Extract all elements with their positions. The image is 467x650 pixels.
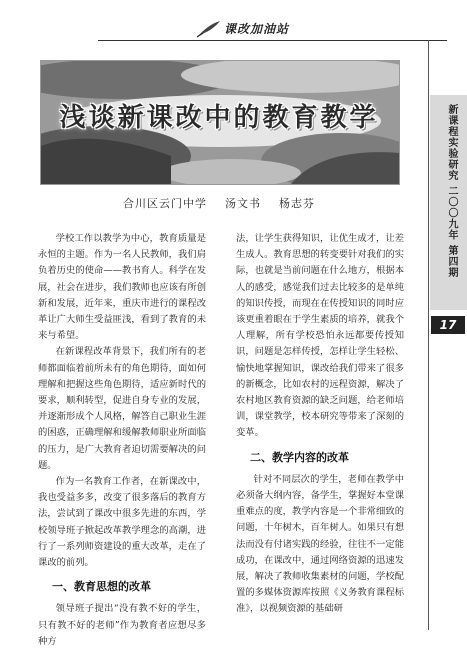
paragraph: 领导班子提出“没有教不好的学生，只有教不好的老师”作为教育者应想尽多种方: [38, 603, 206, 647]
column-name: 课改加油站: [224, 22, 290, 36]
article-title: 浅谈新课改中的教育教学: [59, 103, 379, 133]
paragraph: 作为一名教育工作者，在新课改中，我也受益多多，改变了很多落后的教育方法，尝试到了课改中很多先进的东西，学校领导班子掀起改革教学理念的高潮，进行了一系列师资建设的重大改革，走在了课改的前列。: [38, 476, 206, 569]
paragraph: 针对不同层次的学生，老师在教学中必须备大纲内容，备学生，掌握好本堂课重难点的度，教学内容是一个非常细致的问题，十年树木，百年树人。如果只有想法而没有付诸实践的经验，往往不一定能成功，在课改中，通过网络资源的迅速发展，解决了教师收集素材的问题，学校配置的多媒体资源库按照《义务教育课程标准》，以视频资源的基础研: [236, 473, 404, 615]
side-rule: [428, 40, 429, 630]
section-heading-1: 一、教育思想的改革: [52, 580, 151, 594]
paragraph: 在新课程改革背景下，我们所有的老师都面临着前所未有的角色期待，面如何理解和把握这些角色期待，适应新时代的要求，顺利转型，促进自身专业的发展，并逐渐形成个人风格，解答自己职业生涯的困惑，正确理解和缓解教师职业所面临的压力，是广大教育者迫切需要解决的问题。: [38, 346, 206, 471]
byline: 合川区云门中学 汤文书 杨志芬: [123, 197, 315, 210]
section-heading-2: 二、教学内容的改革: [250, 450, 349, 464]
page-number: 17: [431, 316, 465, 334]
journal-name: 新课程实验研究 二〇〇九年 第四期: [446, 104, 457, 278]
left-column: [38, 231, 206, 650]
quill-pen-icon: [196, 20, 222, 38]
paragraph: 学校工作以教学为中心，教育质量是永恒的主题。作为一名人民教师，我们肩负着历史的使命——教书育人。科学在发展，社会在进步，我们教师也应该有所创新和发展，近年来，重庆市进行的课程改革让广大师生受益匪浅，看到了教育的未来与希望。: [38, 233, 206, 342]
paragraph: 法，让学生获得知识，让优生成才，让差生成人。教育思想的转变要针对我们的实际，也就是当前问题在什么地方，根据本人的感受，感觉我们过去比较多的是单纯的知识传授，而现在在传授知识的同时应该更重着眼在于学生素质的培养，就我个人理解，所有学校恐怕永远都要传授知识，问题是怎样传授，怎样让学生轻松、愉快地掌握知识，课改给我们带来了很多的新概念，比如农村的远程资源，解决了农村地区教育资源的缺乏问题，给老师培训，课堂教学，校本研究等带来了深刻的变革。: [236, 233, 404, 439]
right-column: [236, 231, 404, 618]
header-rule: [98, 40, 447, 41]
